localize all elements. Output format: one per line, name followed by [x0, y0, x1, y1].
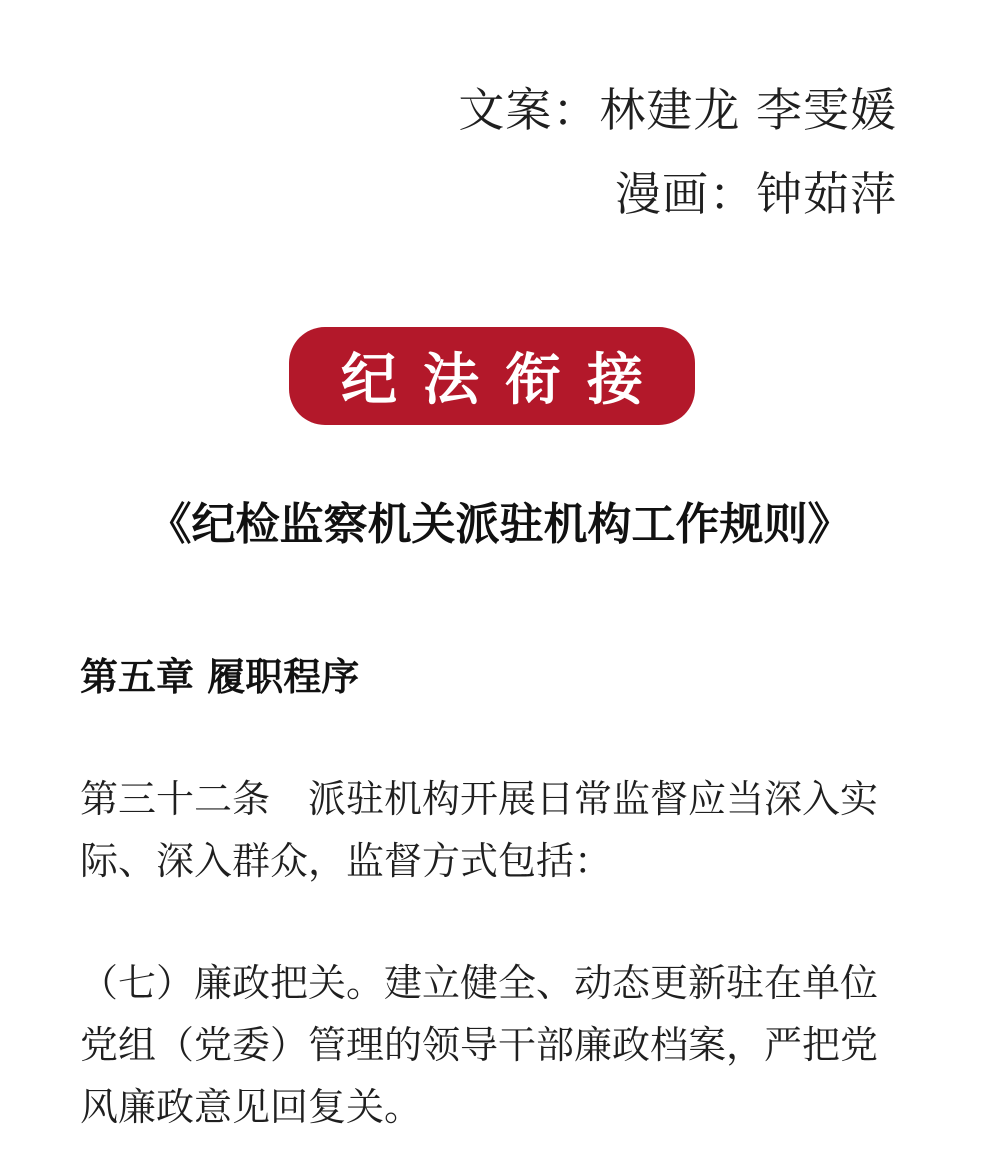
article-line: 际、深入群众，监督方式包括： — [80, 839, 613, 883]
item-line: （七）廉政把关。建立健全、动态更新驻在单位 — [80, 961, 879, 1005]
item-line: 党组（党委）管理的领导干部廉政档案，严把党 — [80, 1023, 879, 1067]
item-paragraph — [80, 952, 940, 1138]
article-paragraph — [80, 768, 940, 892]
banner-label: 纪法衔接 — [341, 348, 669, 413]
chapter-heading: 第五章 履职程序 — [80, 655, 360, 699]
comic-credit: 漫画：钟茹萍 — [615, 167, 897, 221]
copywriting-credit: 文案：林建龙 李雯媛 — [458, 83, 897, 137]
article-line: 第三十二条 派驻机构开展日常监督应当深入实 — [80, 777, 879, 821]
document-title: 《纪检监察机关派驻机构工作规则》 — [147, 499, 852, 550]
item-line: 风廉政意见回复关。 — [80, 1085, 423, 1129]
section-banner — [289, 327, 695, 425]
